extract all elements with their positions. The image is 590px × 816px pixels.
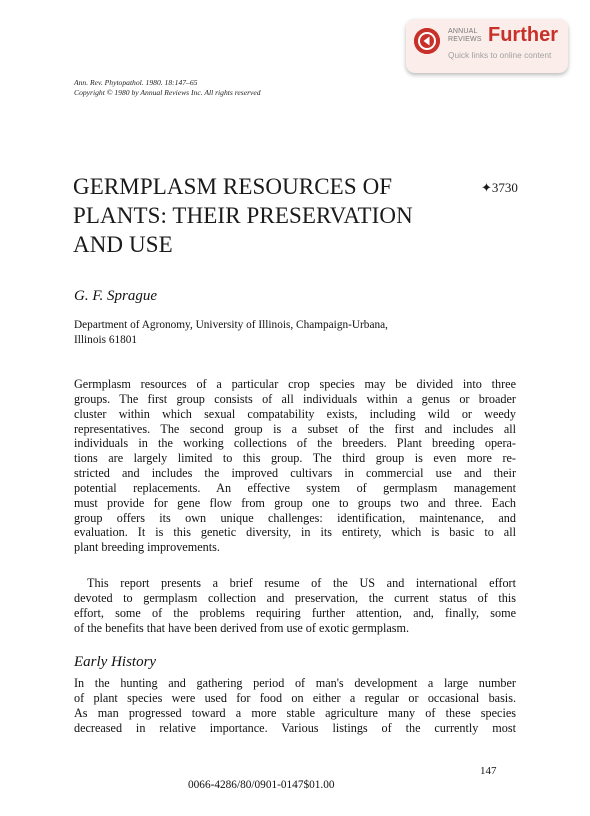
- article-code: ✦3730: [481, 180, 518, 195]
- badge-annual-text: ANNUAL: [448, 28, 478, 35]
- author-affiliation: [74, 318, 494, 348]
- badge-reviews-text: REVIEWS: [448, 36, 482, 43]
- text-line: must provide for gene flow from group one to groups two and three. Each: [74, 495, 516, 510]
- paragraph-intro: [74, 377, 516, 555]
- page-number: 147: [480, 765, 497, 777]
- badge-further-text: Further: [488, 24, 558, 46]
- text-line: individuals in the working collections of the breeders. Plant breeding opera-: [74, 436, 516, 451]
- text-line: This report presents a brief resume of the US and international effort: [87, 576, 516, 590]
- journal-citation: [74, 78, 261, 98]
- text-line: Germplasm resources of a particular crop species may be divided into three: [74, 377, 516, 391]
- text-line: stricted and includes the improved cultivars in commercial use and their: [74, 466, 516, 481]
- text-line: group offers its own unique challenges: identification, maintenance, and: [74, 510, 516, 525]
- annual-reviews-logo-icon: [414, 28, 440, 54]
- text-line: effort, some of the problems requiring further attention, and, finally, some: [74, 605, 516, 620]
- text-line: cluster within which sexual compatability exists, including wild or weedy: [74, 406, 516, 421]
- text-line: of the benefits that have been derived from use of exotic germplasm.: [74, 620, 410, 635]
- text-line: plant breeding improvements.: [74, 540, 220, 555]
- paragraph-report-scope: [74, 576, 516, 635]
- affiliation-line: Illinois 61801: [74, 334, 138, 346]
- text-line: devoted to germplasm collection and preservation, the current status of this: [74, 590, 516, 605]
- article-title: [73, 172, 443, 259]
- text-line: of plant species were used for food on either a regular or occasional basis.: [74, 690, 516, 705]
- title-line: AND USE: [73, 232, 173, 257]
- text-line: evaluation. It is this genetic diversity, in its entirety, which is basic to all: [74, 525, 516, 540]
- text-line: potential replacements. An effective system of germplasm management: [74, 480, 516, 495]
- paragraph-early-history: [74, 676, 516, 735]
- title-line: GERMPLASM RESOURCES OF: [73, 174, 393, 199]
- section-heading: Early History: [74, 654, 157, 670]
- badge-tagline: Quick links to online content: [448, 50, 552, 60]
- author-name: G. F. Sprague: [74, 288, 158, 304]
- annual-reviews-further-link[interactable]: [406, 19, 568, 73]
- text-line: decreased in relative importance. Various listings of the currently most: [74, 720, 516, 735]
- text-line: groups. The first group consists of all individuals within a genus or broader: [74, 391, 516, 406]
- text-line: representatives. The second group is a subset of the first and includes all: [74, 421, 516, 436]
- title-line: PLANTS: THEIR PRESERVATION: [73, 203, 413, 228]
- text-line: As man progressed toward a more stable agriculture many of these species: [74, 705, 516, 720]
- affiliation-line: Department of Agronomy, University of Illinois, Champaign-Urbana,: [74, 319, 388, 331]
- copyright-line: Copyright © 1980 by Annual Reviews Inc. All rights reserved: [74, 88, 261, 97]
- text-line: tions are largely limited to this group. The third group is even more re-: [74, 451, 516, 466]
- text-line: In the hunting and gathering period of man's development a large number: [74, 676, 516, 690]
- citation-line: Ann. Rev. Phytopathol. 1980. 18:147–65: [74, 78, 198, 87]
- footer-code: 0066-4286/80/0901-0147$01.00: [188, 779, 335, 791]
